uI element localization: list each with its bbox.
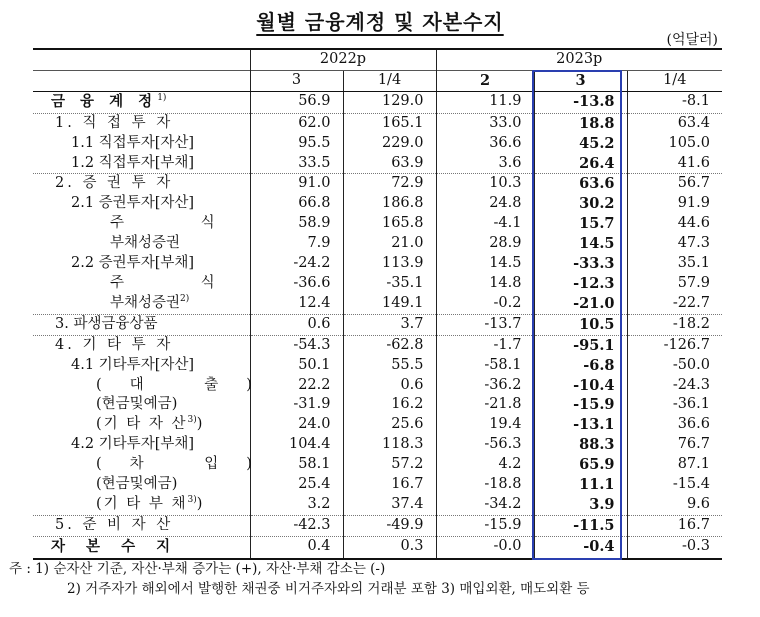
value-cell: -95.1 <box>534 335 627 355</box>
value-cell: 3.6 <box>436 154 534 174</box>
value-cell: 36.6 <box>436 134 534 154</box>
row-label-text: 2.1 증권투자[자산] <box>71 195 195 212</box>
table-row <box>33 455 722 475</box>
period-header: 3 <box>534 70 627 91</box>
value-cell: -34.2 <box>436 495 534 515</box>
row-label <box>33 376 280 396</box>
value-cell: 10.5 <box>534 314 627 335</box>
value-cell: -24.3 <box>627 376 722 396</box>
value-cell: 14.5 <box>436 254 534 274</box>
row-label <box>33 294 250 314</box>
row-label <box>33 455 280 475</box>
value-cell: 14.8 <box>436 274 534 294</box>
unit-label: (억달러) <box>666 32 718 48</box>
row-label <box>33 113 250 133</box>
table-row <box>33 314 722 335</box>
value-cell: 33.5 <box>250 154 343 174</box>
footnote-marker: 3) <box>187 494 197 505</box>
value-cell: 104.4 <box>250 435 343 455</box>
value-cell: 3.9 <box>534 495 627 515</box>
row-label-text: 1.2 직접투자[부채] <box>71 154 195 171</box>
row-label-text: 자 본 수 지 <box>51 537 179 555</box>
row-label-text: 4.1 기타투자[자산] <box>71 356 195 373</box>
value-cell: 24.8 <box>436 194 534 214</box>
value-cell: 33.0 <box>436 113 534 133</box>
value-cell: -10.4 <box>534 376 627 396</box>
value-cell: -62.8 <box>343 335 436 355</box>
value-cell: 26.4 <box>534 154 627 174</box>
value-cell: 11.1 <box>534 475 627 495</box>
value-cell: 63.6 <box>534 174 627 194</box>
value-cell: -36.6 <box>250 274 343 294</box>
table-row <box>33 174 722 194</box>
value-cell: 45.2 <box>534 134 627 154</box>
row-label <box>33 356 250 376</box>
row-label <box>33 254 250 274</box>
value-cell: 118.3 <box>343 435 436 455</box>
value-cell: 57.2 <box>343 455 436 475</box>
value-cell: 91.0 <box>250 174 343 194</box>
row-label <box>33 174 250 194</box>
row-label-text: 2. 증 권 투 자 <box>55 175 174 192</box>
row-label-text: 5. 준 비 자 산 <box>55 516 174 533</box>
value-cell: -4.1 <box>436 214 534 234</box>
table-row <box>33 515 722 536</box>
value-cell: 11.9 <box>436 91 534 113</box>
year-header-row <box>33 49 722 70</box>
value-cell: 3.7 <box>343 314 436 335</box>
financial-account-table <box>33 48 722 560</box>
table-row <box>33 214 722 234</box>
footnote-marker: 2) <box>180 293 190 304</box>
value-cell: 30.2 <box>534 194 627 214</box>
row-label <box>33 154 250 174</box>
value-cell: -0.0 <box>436 536 534 558</box>
value-cell: -22.7 <box>627 294 722 314</box>
table-row <box>33 91 722 113</box>
value-cell: -36.2 <box>436 376 534 396</box>
row-label-text: 1.1 직접투자[자산] <box>71 134 195 151</box>
row-label-text: (기 타 부 채 <box>96 495 188 512</box>
value-cell: 16.2 <box>343 395 436 415</box>
value-cell: -54.3 <box>250 335 343 355</box>
row-label-tail: ) <box>196 495 203 512</box>
row-label-text: 2.2 증권투자[부채] <box>71 255 195 272</box>
row-label <box>33 134 250 154</box>
footnote-marker: 1) <box>157 92 167 103</box>
header-blank <box>33 49 250 70</box>
row-label-text: 1. 직 접 투 자 <box>55 114 174 131</box>
year-header: 2022p <box>250 49 436 70</box>
value-cell: -42.3 <box>250 515 343 536</box>
value-cell: -13.1 <box>534 415 627 435</box>
table-row <box>33 475 722 495</box>
row-label <box>33 274 250 294</box>
value-cell: 16.7 <box>343 475 436 495</box>
table-row <box>33 495 722 515</box>
value-cell: 56.7 <box>627 174 722 194</box>
value-cell: 105.0 <box>627 134 722 154</box>
value-cell: 16.7 <box>627 515 722 536</box>
period-header: 3 <box>250 70 343 91</box>
value-cell: 25.6 <box>343 415 436 435</box>
value-cell: -13.7 <box>436 314 534 335</box>
value-cell: 35.1 <box>627 254 722 274</box>
value-cell: 14.5 <box>534 234 627 254</box>
row-label-text: 4.2 기타투자[부채] <box>71 436 195 453</box>
value-cell: 65.9 <box>534 455 627 475</box>
value-cell: 18.8 <box>534 113 627 133</box>
value-cell: 10.3 <box>436 174 534 194</box>
value-cell: 4.2 <box>436 455 534 475</box>
table-row <box>33 274 722 294</box>
value-cell: 91.9 <box>627 194 722 214</box>
period-header: 1/4 <box>627 70 722 91</box>
row-label <box>33 314 250 335</box>
row-label-text: 3. 파생금융상품 <box>55 315 158 332</box>
value-cell: -0.4 <box>534 536 627 558</box>
value-cell: 22.2 <box>250 376 343 396</box>
table-row <box>33 536 722 558</box>
row-label <box>33 495 250 515</box>
value-cell: 113.9 <box>343 254 436 274</box>
value-cell: 66.8 <box>250 194 343 214</box>
table-row <box>33 335 722 355</box>
table-row <box>33 294 722 314</box>
value-cell: -36.1 <box>627 395 722 415</box>
value-cell: 47.3 <box>627 234 722 254</box>
value-cell: 21.0 <box>343 234 436 254</box>
row-label-text: (기 타 자 산 <box>96 416 188 433</box>
value-cell: 63.4 <box>627 113 722 133</box>
footnote-1: 주 : 1) 순자산 기준, 자산·부채 증가는 (+), 자산·부채 감소는 (-) <box>9 561 386 577</box>
row-label <box>33 335 250 355</box>
value-cell: 95.5 <box>250 134 343 154</box>
row-label <box>33 415 250 435</box>
row-label-text: 주 식 <box>110 215 251 232</box>
row-label <box>33 475 250 495</box>
value-cell: 37.4 <box>343 495 436 515</box>
value-cell: -0.2 <box>436 294 534 314</box>
table-row <box>33 356 722 376</box>
row-label <box>33 536 250 558</box>
value-cell: -21.8 <box>436 395 534 415</box>
value-cell: 19.4 <box>436 415 534 435</box>
value-cell: -49.9 <box>343 515 436 536</box>
value-cell: 58.1 <box>250 455 343 475</box>
row-label-text: (현금및예금) <box>96 396 178 413</box>
row-label-tail: ) <box>196 416 203 433</box>
value-cell: 58.9 <box>250 214 343 234</box>
value-cell: -11.5 <box>534 515 627 536</box>
value-cell: -12.3 <box>534 274 627 294</box>
value-cell: 7.9 <box>250 234 343 254</box>
value-cell: 55.5 <box>343 356 436 376</box>
value-cell: 12.4 <box>250 294 343 314</box>
value-cell: 36.6 <box>627 415 722 435</box>
value-cell: 0.4 <box>250 536 343 558</box>
table-row <box>33 234 722 254</box>
value-cell: -18.8 <box>436 475 534 495</box>
table-title: 월별 금융계정 및 자본수지 <box>256 10 504 34</box>
row-label <box>33 234 250 254</box>
year-header: 2023p <box>436 49 722 70</box>
table-row <box>33 194 722 214</box>
table-row <box>33 254 722 274</box>
value-cell: 88.3 <box>534 435 627 455</box>
row-label-text: 4. 기 타 투 자 <box>55 336 174 353</box>
row-label-text: 금 융 계 정 <box>51 92 158 110</box>
value-cell: -24.2 <box>250 254 343 274</box>
value-cell: 24.0 <box>250 415 343 435</box>
table-row <box>33 113 722 133</box>
row-label-text: 부채성증권 <box>110 294 181 311</box>
row-label <box>33 194 250 214</box>
table-row <box>33 435 722 455</box>
footnote-marker: 3) <box>187 415 197 426</box>
period-header: 1/4 <box>343 70 436 91</box>
value-cell: -15.4 <box>627 475 722 495</box>
value-cell: -33.3 <box>534 254 627 274</box>
value-cell: -13.8 <box>534 91 627 113</box>
value-cell: -18.2 <box>627 314 722 335</box>
value-cell: -126.7 <box>627 335 722 355</box>
table-row <box>33 415 722 435</box>
value-cell: 76.7 <box>627 435 722 455</box>
row-label <box>33 515 250 536</box>
value-cell: -0.3 <box>627 536 722 558</box>
value-cell: -50.0 <box>627 356 722 376</box>
table-row <box>33 154 722 174</box>
value-cell: 25.4 <box>250 475 343 495</box>
value-cell: 3.2 <box>250 495 343 515</box>
value-cell: -35.1 <box>343 274 436 294</box>
row-label-text: (대 출) <box>96 376 280 393</box>
value-cell: 0.6 <box>343 376 436 396</box>
row-label-text: (차 입) <box>96 456 280 473</box>
value-cell: 72.9 <box>343 174 436 194</box>
row-label <box>33 395 250 415</box>
value-cell: -21.0 <box>534 294 627 314</box>
footnote-2: 2) 거주자가 해외에서 발행한 채권중 비거주자와의 거래분 포함 3) 매입외환, 매도외환 등 <box>67 581 590 597</box>
value-cell: 87.1 <box>627 455 722 475</box>
row-label-text: 주 식 <box>110 274 251 291</box>
value-cell: 63.9 <box>343 154 436 174</box>
row-label <box>33 214 250 234</box>
table-row <box>33 395 722 415</box>
value-cell: -31.9 <box>250 395 343 415</box>
value-cell: 50.1 <box>250 356 343 376</box>
header-blank <box>33 70 250 91</box>
value-cell: 165.1 <box>343 113 436 133</box>
value-cell: 129.0 <box>343 91 436 113</box>
row-label <box>33 91 250 113</box>
row-label <box>33 435 250 455</box>
value-cell: 44.6 <box>627 214 722 234</box>
table-row <box>33 134 722 154</box>
value-cell: 56.9 <box>250 91 343 113</box>
value-cell: 41.6 <box>627 154 722 174</box>
value-cell: -1.7 <box>436 335 534 355</box>
table-row <box>33 376 722 396</box>
value-cell: 165.8 <box>343 214 436 234</box>
value-cell: 0.3 <box>343 536 436 558</box>
period-header-row <box>33 70 722 91</box>
value-cell: -15.9 <box>534 395 627 415</box>
period-header: 2 <box>436 70 534 91</box>
value-cell: 0.6 <box>250 314 343 335</box>
value-cell: 186.8 <box>343 194 436 214</box>
value-cell: -56.3 <box>436 435 534 455</box>
value-cell: -15.9 <box>436 515 534 536</box>
value-cell: 28.9 <box>436 234 534 254</box>
value-cell: -6.8 <box>534 356 627 376</box>
value-cell: 9.6 <box>627 495 722 515</box>
row-label-text: (현금및예금) <box>96 476 178 493</box>
value-cell: 15.7 <box>534 214 627 234</box>
value-cell: 229.0 <box>343 134 436 154</box>
row-label-text: 부채성증권 <box>110 235 181 252</box>
value-cell: 57.9 <box>627 274 722 294</box>
value-cell: 149.1 <box>343 294 436 314</box>
value-cell: -58.1 <box>436 356 534 376</box>
value-cell: -8.1 <box>627 91 722 113</box>
value-cell: 62.0 <box>250 113 343 133</box>
